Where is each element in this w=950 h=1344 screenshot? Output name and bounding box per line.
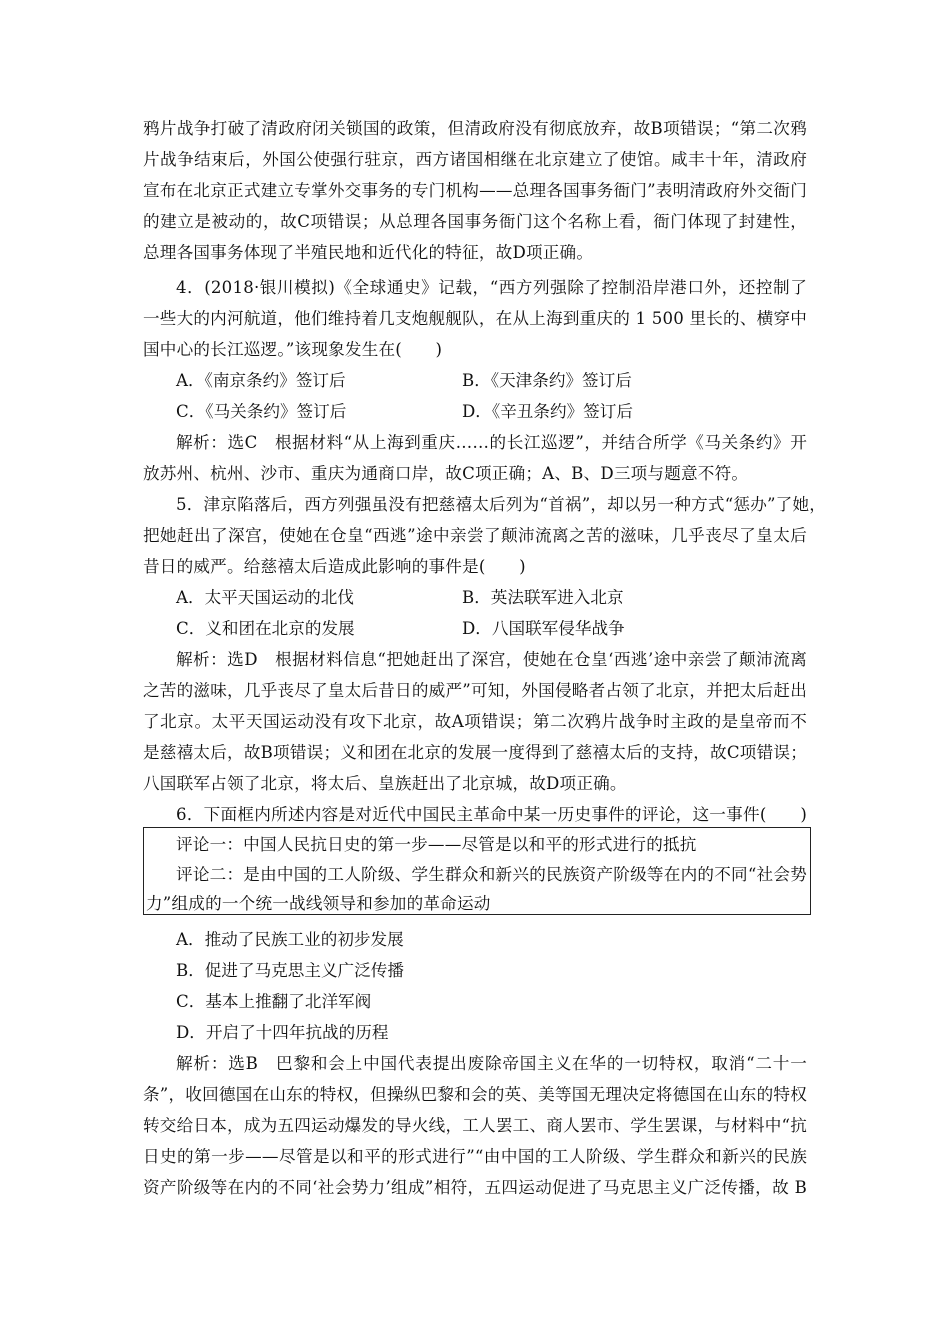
comment-two-continued: 力”组成的一个统一战线领导和参加的革命运动 — [146, 894, 491, 913]
comment-one: 评论一：中国人民抗日史的第一步——尽管是以和平的形式进行的抵抗 — [176, 835, 697, 854]
analysis-text: 解析：选B 巴黎和会上中国代表提出废除帝国主义在华的一切特权，取消“二十一 — [176, 1054, 807, 1073]
option-a: A．《南京条约》签订后 — [176, 371, 346, 390]
comment-two: 评论二：是由中国的工人阶级、学生群众和新兴的民族资产阶级等在内的不同“社会势 — [176, 865, 807, 884]
analysis-text: 是慈禧太后，故B项错误；义和团在北京的发展一度得到了慈禧太后的支持，故C项错误； — [143, 743, 807, 762]
analysis-text: 八国联军占领了北京，将太后、皇族赶出了北京城，故D项正确。 — [143, 774, 627, 793]
option-c: C．义和团在北京的发展 — [176, 619, 355, 638]
question-4-stem: 4．(2018·银川模拟)《全球通史》记载，“西方列强除了控制沿岸港口外，还控制了 — [176, 278, 807, 297]
question-5-stem: 5．津京陷落后，西方列强虽没有把慈禧太后列为“首祸”，却以另一种方式“惩办”了她， — [176, 495, 827, 514]
option-b: B．英法联军进入北京 — [462, 588, 624, 607]
analysis-text: 条”，收回德国在山东的特权，但操纵巴黎和会的英、美等国无理决定将德国在山东的特权 — [143, 1085, 807, 1104]
option-d: D．八国联军侵华战争 — [462, 619, 625, 638]
option-b: B．《天津条约》签订后 — [462, 371, 632, 390]
analysis-text: 放苏州、杭州、沙市、重庆为通商口岸，故C项正确；A、B、D三项与题意不符。 — [143, 464, 749, 483]
analysis-text: 解析：选D 根据材料信息“把她赶出了深宫，使她在仓皇‘西逃’途中亲尝了颠沛流离 — [176, 650, 807, 669]
question-5-stem: 把她赶出了深宫，使她在仓皇“西逃”途中亲尝了颠沛流离之苦的滋味，几乎丧尽了皇太后 — [143, 526, 807, 545]
text-line: 鸦片战争打破了清政府闭关锁国的政策，但清政府没有彻底放弃，故B项错误；“第二次鸦 — [143, 119, 807, 138]
option-a: A．推动了民族工业的初步发展 — [176, 930, 404, 949]
question-4-stem: 国中心的长江巡逻。”该现象发生在( ) — [143, 340, 443, 359]
question-6-stem: 6．下面框内所述内容是对近代中国民主革命中某一历史事件的评论，这一事件( ) — [176, 805, 807, 824]
analysis-text: 资产阶级等在内的不同‘社会势力’组成”相符，五四运动促进了马克思主义广泛传播，故 B — [143, 1178, 807, 1197]
option-b: B．促进了马克思主义广泛传播 — [176, 961, 404, 980]
text-line: 的建立是被动的，故C项错误；从总理各国事务衙门这个名称上看，衙门体现了封建性， — [143, 212, 807, 231]
option-a: A．太平天国运动的北伐 — [176, 588, 354, 607]
analysis-text: 转交给日本，成为五四运动爆发的导火线，工人罢工、商人罢市、学生罢课，与材料中“抗 — [143, 1116, 807, 1135]
option-d: D．开启了十四年抗战的历程 — [176, 1023, 389, 1042]
text-line: 总理各国事务体现了半殖民地和近代化的特征，故D项正确。 — [143, 243, 594, 262]
question-4-stem: 一些大的内河航道，他们维持着几支炮舰舰队，在从上海到重庆的 1 500 里长的、横穿中 — [143, 309, 808, 328]
analysis-text: 解析：选C 根据材料“从上海到重庆……的长江巡逻”，并结合所学《马关条约》开 — [176, 433, 807, 452]
text-line: 片战争结束后，外国公使强行驻京，西方诸国相继在北京建立了使馆。咸丰十年，清政府 — [143, 150, 807, 169]
option-c: C．《马关条约》签订后 — [176, 402, 347, 421]
analysis-text: 日史的第一步——尽管是以和平的形式进行”“由中国的工人阶级、学生群众和新兴的民族 — [143, 1147, 807, 1166]
question-5-stem: 昔日的威严。给慈禧太后造成此影响的事件是( ) — [143, 557, 526, 576]
option-c: C．基本上推翻了北洋军阀 — [176, 992, 372, 1011]
analysis-text: 之苦的滋味，几乎丧尽了皇太后昔日的威严”可知，外国侵略者占领了北京，并把太后赶出 — [143, 681, 807, 700]
text-line: 宣布在北京正式建立专掌外交事务的专门机构——总理各国事务衙门”表明清政府外交衙门 — [143, 181, 807, 200]
option-d: D．《辛丑条约》签订后 — [462, 402, 633, 421]
analysis-text: 了北京。太平天国运动没有攻下北京，故A项错误；第二次鸦片战争时主政的是皇帝而不 — [143, 712, 807, 731]
